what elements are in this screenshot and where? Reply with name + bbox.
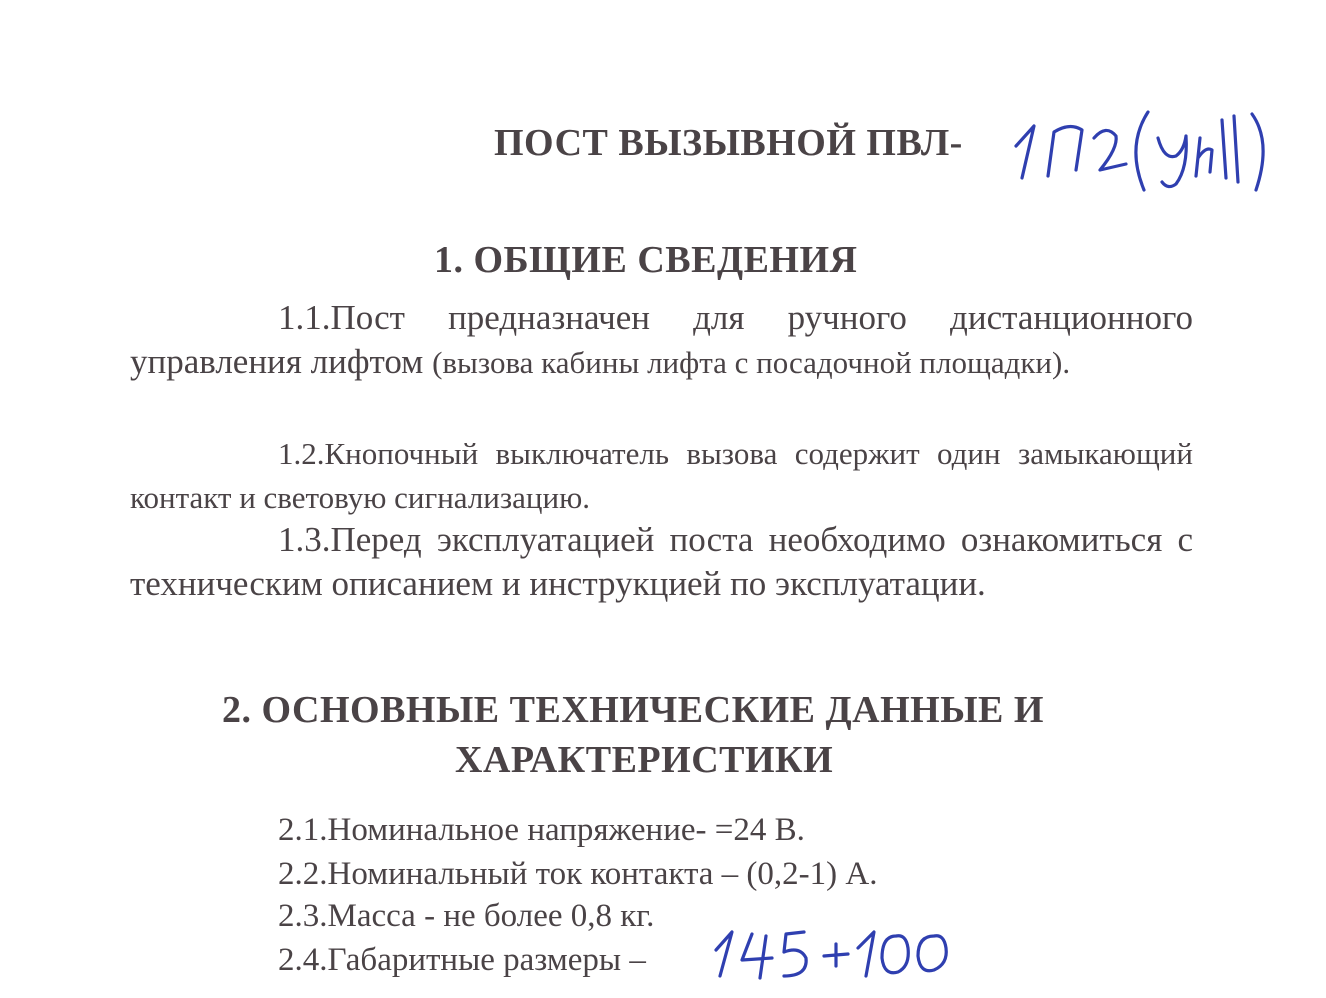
spec-item-2-3: 2.3.Масса - не более 0,8 кг. (278, 898, 655, 934)
section-1-heading: 1. ОБЩИЕ СВЕДЕНИЯ (434, 239, 858, 281)
section-2-heading-line-1: 2. ОСНОВНЫЕ ТЕХНИЧЕСКИЕ ДАННЫЕ И (222, 689, 1044, 731)
paragraph-1-3 (130, 518, 1193, 606)
paragraph-1-2 (130, 432, 1193, 520)
handwritten-model-suffix (1008, 98, 1278, 196)
paragraph-1-1-text: 1.1.Пост предназначен для ручного дистанционного управления лифтом (130, 298, 1193, 381)
paragraph-1-1 (130, 296, 1193, 385)
document-title-text: ПОСТ ВЫЗЫВНОЙ ПВЛ- (494, 122, 963, 164)
spec-item-2-2: 2.2.Номинальный ток контакта – (0,2-1) А. (278, 856, 878, 892)
document-title (494, 118, 963, 178)
spec-item-2-1: 2.1.Номинальное напряжение- =24 В. (278, 812, 805, 848)
paragraph-1-3-text: 1.3.Перед эксплуатацией поста необходимо ознакомиться с техническим описанием и инструкцией по эксплуатации. (130, 520, 1193, 603)
spec-item-2-4: 2.4.Габаритные размеры – (278, 942, 646, 978)
section-2-heading-line-2: ХАРАКТЕРИСТИКИ (455, 739, 834, 781)
paragraph-1-1-note: (вызова кабины лифта с посадочной площадки). (432, 345, 1071, 380)
handwritten-dimensions (708, 922, 953, 982)
paragraph-1-2-text: 1.2.Кнопочный выключатель вызова содержит один замыкающий контакт и световую сигнализацию. (130, 436, 1193, 515)
